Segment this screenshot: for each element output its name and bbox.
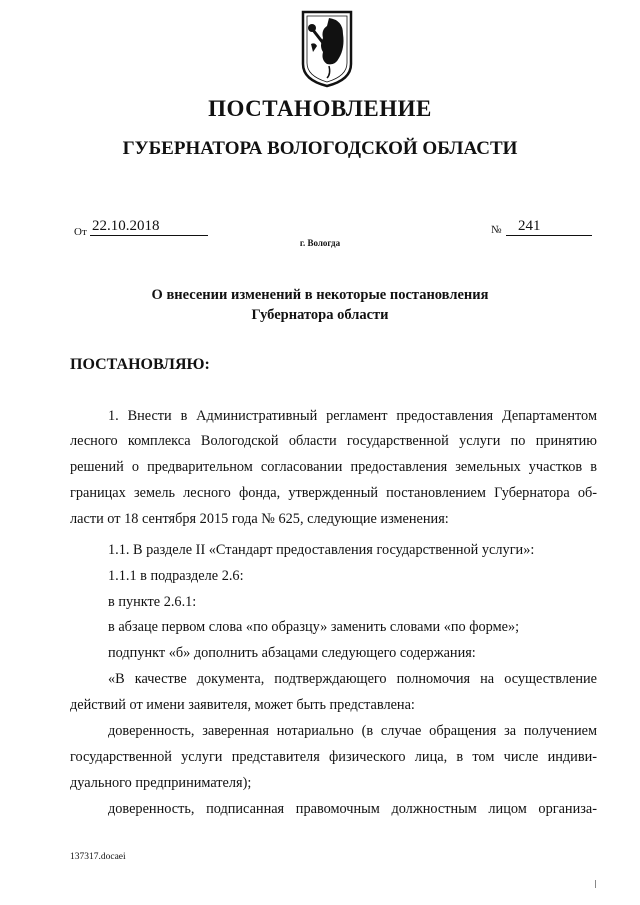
body-line: решений о предварительном согласовании предоставления земельных участков в bbox=[70, 459, 597, 475]
number-prefix: № bbox=[491, 224, 502, 236]
body-line: доверенность, подписанная правомочным должностным лицом организа- bbox=[108, 801, 597, 817]
document-subject bbox=[0, 285, 640, 325]
city: г. Вологда bbox=[299, 238, 341, 248]
body-line: лесного комплекса Вологодской области государственной услуги по принятию bbox=[70, 433, 597, 449]
body-line: дуального предпринимателя); bbox=[70, 775, 252, 791]
subject-line-2: Губернатора области bbox=[251, 307, 389, 323]
date-prefix: От bbox=[74, 226, 87, 238]
file-name: 137317.docaei bbox=[70, 852, 126, 862]
body-line: доверенность, заверенная нотариально (в случае обращения за получением bbox=[108, 723, 597, 739]
document-date: 22.10.2018 bbox=[90, 218, 208, 236]
decree-word: ПОСТАНОВЛЯЮ: bbox=[70, 356, 210, 373]
coat-of-arms-icon bbox=[299, 8, 355, 88]
body-line: 1. Внести в Административный регламент предоставления Департаментом bbox=[108, 408, 597, 424]
body-line: 1.1.1 в подразделе 2.6: bbox=[108, 568, 244, 584]
body-line: ласти от 18 сентября 2015 года № 625, следующие изменения: bbox=[70, 511, 449, 527]
body-line: в пункте 2.6.1: bbox=[108, 594, 197, 610]
body-line: подпункт «б» дополнить абзацами следующего содержания: bbox=[108, 645, 476, 661]
body-line: государственной услуги представителя физического лица, в том числе индиви- bbox=[70, 749, 597, 765]
body-line: в абзаце первом слова «по образцу» заменить словами «по форме»; bbox=[108, 619, 520, 635]
body-line: действий от имени заявителя, может быть представлена: bbox=[70, 697, 415, 713]
document-number: 241 bbox=[506, 218, 592, 236]
document-subtitle: ГУБЕРНАТОРА ВОЛОГОДСКОЙ ОБЛАСТИ bbox=[122, 138, 518, 159]
body-line: «В качестве документа, подтверждающего полномочия на осуществление bbox=[108, 671, 597, 687]
subject-line-1: О внесении изменений в некоторые постановления bbox=[151, 287, 489, 303]
body-line: 1.1. В разделе II «Стандарт предоставления государственной услуги»: bbox=[108, 542, 535, 558]
scan-mark bbox=[595, 880, 596, 888]
body-line: границах земель лесного фонда, утвержденный постановлением Губернатора об- bbox=[70, 485, 597, 501]
document-title: ПОСТАНОВЛЕНИЕ bbox=[208, 96, 432, 121]
